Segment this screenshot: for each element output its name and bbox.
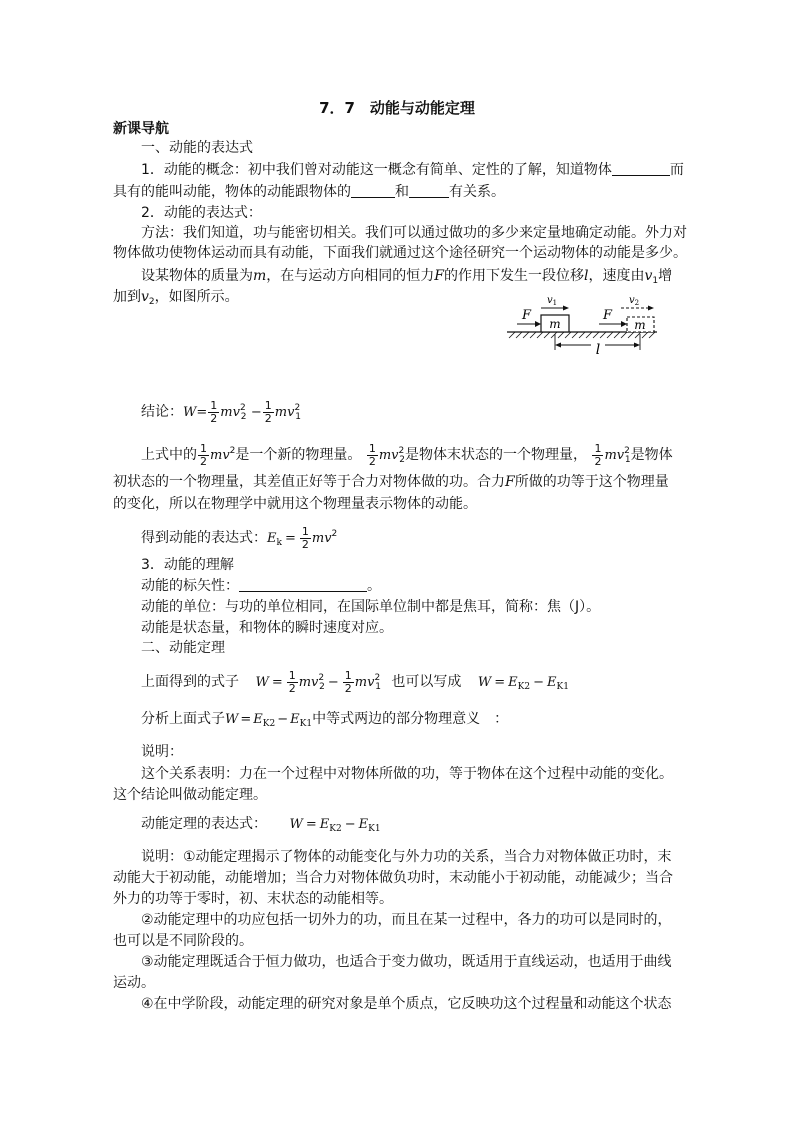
force-arrowhead-right	[621, 321, 627, 327]
setup-line-1: 设某物体的质量为m，在与运动方向相同的恒力F的作用下发生一段位移l，速度由$v_1$增	[141, 268, 673, 286]
explain-line-2: 初状态的一个物理量，其差值正好等于合力对物体做的功。合力F所做的功等于这个物理量	[113, 474, 669, 490]
note-label: 说明：	[141, 744, 183, 760]
note-2-line-2: 也可以是不同阶段的。	[113, 933, 253, 949]
force-label-right: F	[603, 308, 613, 323]
blank-3[interactable]	[409, 183, 449, 198]
state-line: 动能是状态量，和物体的瞬时速度对应。	[141, 620, 393, 636]
theorem-formula-line: 上面得到的式子 W = $\frac{1}{2}$ $mv^2_2$ − $\frac{1}{2}$ $mv^2_1$ 也可以写成 $W = E_{K2} - E_{K1}$	[141, 668, 569, 695]
theorem-expression: 动能定理的表达式： $W = E_{K2} - E_{K1}$	[141, 816, 381, 834]
part3-heading: 3．动能的理解	[141, 557, 234, 573]
note-4-line-1: ④在中学阶段，动能定理的研究对象是单个质点，它反映功这个过程量和动能这个状态	[141, 996, 672, 1012]
note-1-line-3: 外力的功等于零时，初、末状态的动能相等。	[113, 891, 393, 907]
note-3-line-1: ③动能定理既适合于恒力做功，也适合于变力做功，既适用于直线运动，也适用于曲线	[141, 954, 672, 970]
v1-arrowhead	[563, 306, 569, 311]
disp-arrowhead-right	[634, 343, 640, 348]
note-3-line-2: 运动。	[113, 975, 155, 991]
page-title: 7．7 动能与动能定理	[319, 99, 475, 117]
v1-label: $v_1$	[547, 295, 558, 307]
blank-scalar[interactable]	[239, 577, 367, 592]
concept-line-2: 具有的能叫动能，物体的动能跟物体的 和 有关系。	[113, 184, 505, 200]
blank-2[interactable]	[351, 183, 395, 198]
explain-line-1: 上式中的 $\frac{1}{2}$ $mv^2$是一个新的物理量。 $\frac{1}{2}$ $mv^2_2$是物体末状态的一个物理量， $\frac{1}{2}$ $mv^2_1$是物体	[141, 441, 673, 468]
force-arrowhead-left	[535, 321, 541, 327]
ek-expression: 得到动能的表达式：$E_k$ = $\frac{1}{2}$ $mv^2$	[141, 524, 338, 551]
note-1-line-2: 动能大于初动能，动能增加；当合力对物体做负功时，末动能小于初动能，动能减少；当合	[113, 870, 673, 886]
blank-1[interactable]	[612, 161, 670, 176]
fraction-half: $\frac{1}{2}$	[264, 398, 272, 425]
conclusion-formula: 结论：W= $\frac{1}{2}$ $mv^2_2$ − $\frac{1}{2}$ $mv^2_1$	[141, 398, 301, 425]
force-label-left: F	[522, 308, 532, 323]
part1-heading: 一、动能的表达式	[141, 140, 253, 156]
relation-line-1: 这个关系表明：力在一个过程中对物体所做的功，等于物体在这个过程中动能的变化。	[141, 766, 673, 782]
concept-line-1: 1．动能的概念：初中我们曾对动能这一概念有简单、定性的了解，知道物体 而	[141, 162, 684, 178]
fraction-half: $\frac{1}{2}$	[210, 398, 218, 425]
v2-arrowhead	[648, 306, 654, 311]
explain-line-3: 的变化，所以在物理学中就用这个物理量表示物体的动能。	[113, 496, 477, 512]
force-diagram	[505, 288, 665, 360]
unit-line: 动能的单位：与功的单位相同，在国际单位制中都是焦耳，简称：焦（J）。	[141, 599, 601, 615]
disp-arrowhead-left	[555, 343, 561, 348]
method-line-2: 物体做功使物体运动而具有动能，下面我们就通过这个途径研究一个运动物体的动能是多少。	[113, 245, 687, 261]
scalar-line: 动能的标矢性： 。	[141, 578, 381, 594]
disp-label: l	[595, 342, 601, 358]
note-2-line-1: ②动能定理中的功应包括一切外力的功，而且在某一过程中，各力的功可以是同时的，	[141, 912, 672, 928]
expr-heading: 2．动能的表达式：	[141, 205, 262, 221]
section-heading: 新课导航	[113, 121, 169, 137]
setup-line-2: 加到$v_2$，如图所示。	[113, 289, 239, 307]
analyze-line: 分析上面式子$W = E_{K2} - E_{K1}$中等式两边的部分物理意义 ：	[141, 711, 509, 729]
block-right-label: m	[634, 318, 646, 332]
note-1-line-1: 说明：①动能定理揭示了物体的动能变化与外力功的关系，当合力对物体做正功时，末	[141, 849, 672, 865]
method-line-1: 方法：我们知道，功与能密切相关。我们可以通过做功的多少来定量地确定动能。外力对	[141, 225, 687, 241]
relation-line-2: 这个结论叫做动能定理。	[113, 787, 267, 803]
v2-label: $v_2$	[629, 295, 640, 307]
block-left-label: m	[549, 317, 561, 331]
ground-hatching	[509, 332, 655, 338]
part2-heading: 二、动能定理	[141, 640, 225, 656]
